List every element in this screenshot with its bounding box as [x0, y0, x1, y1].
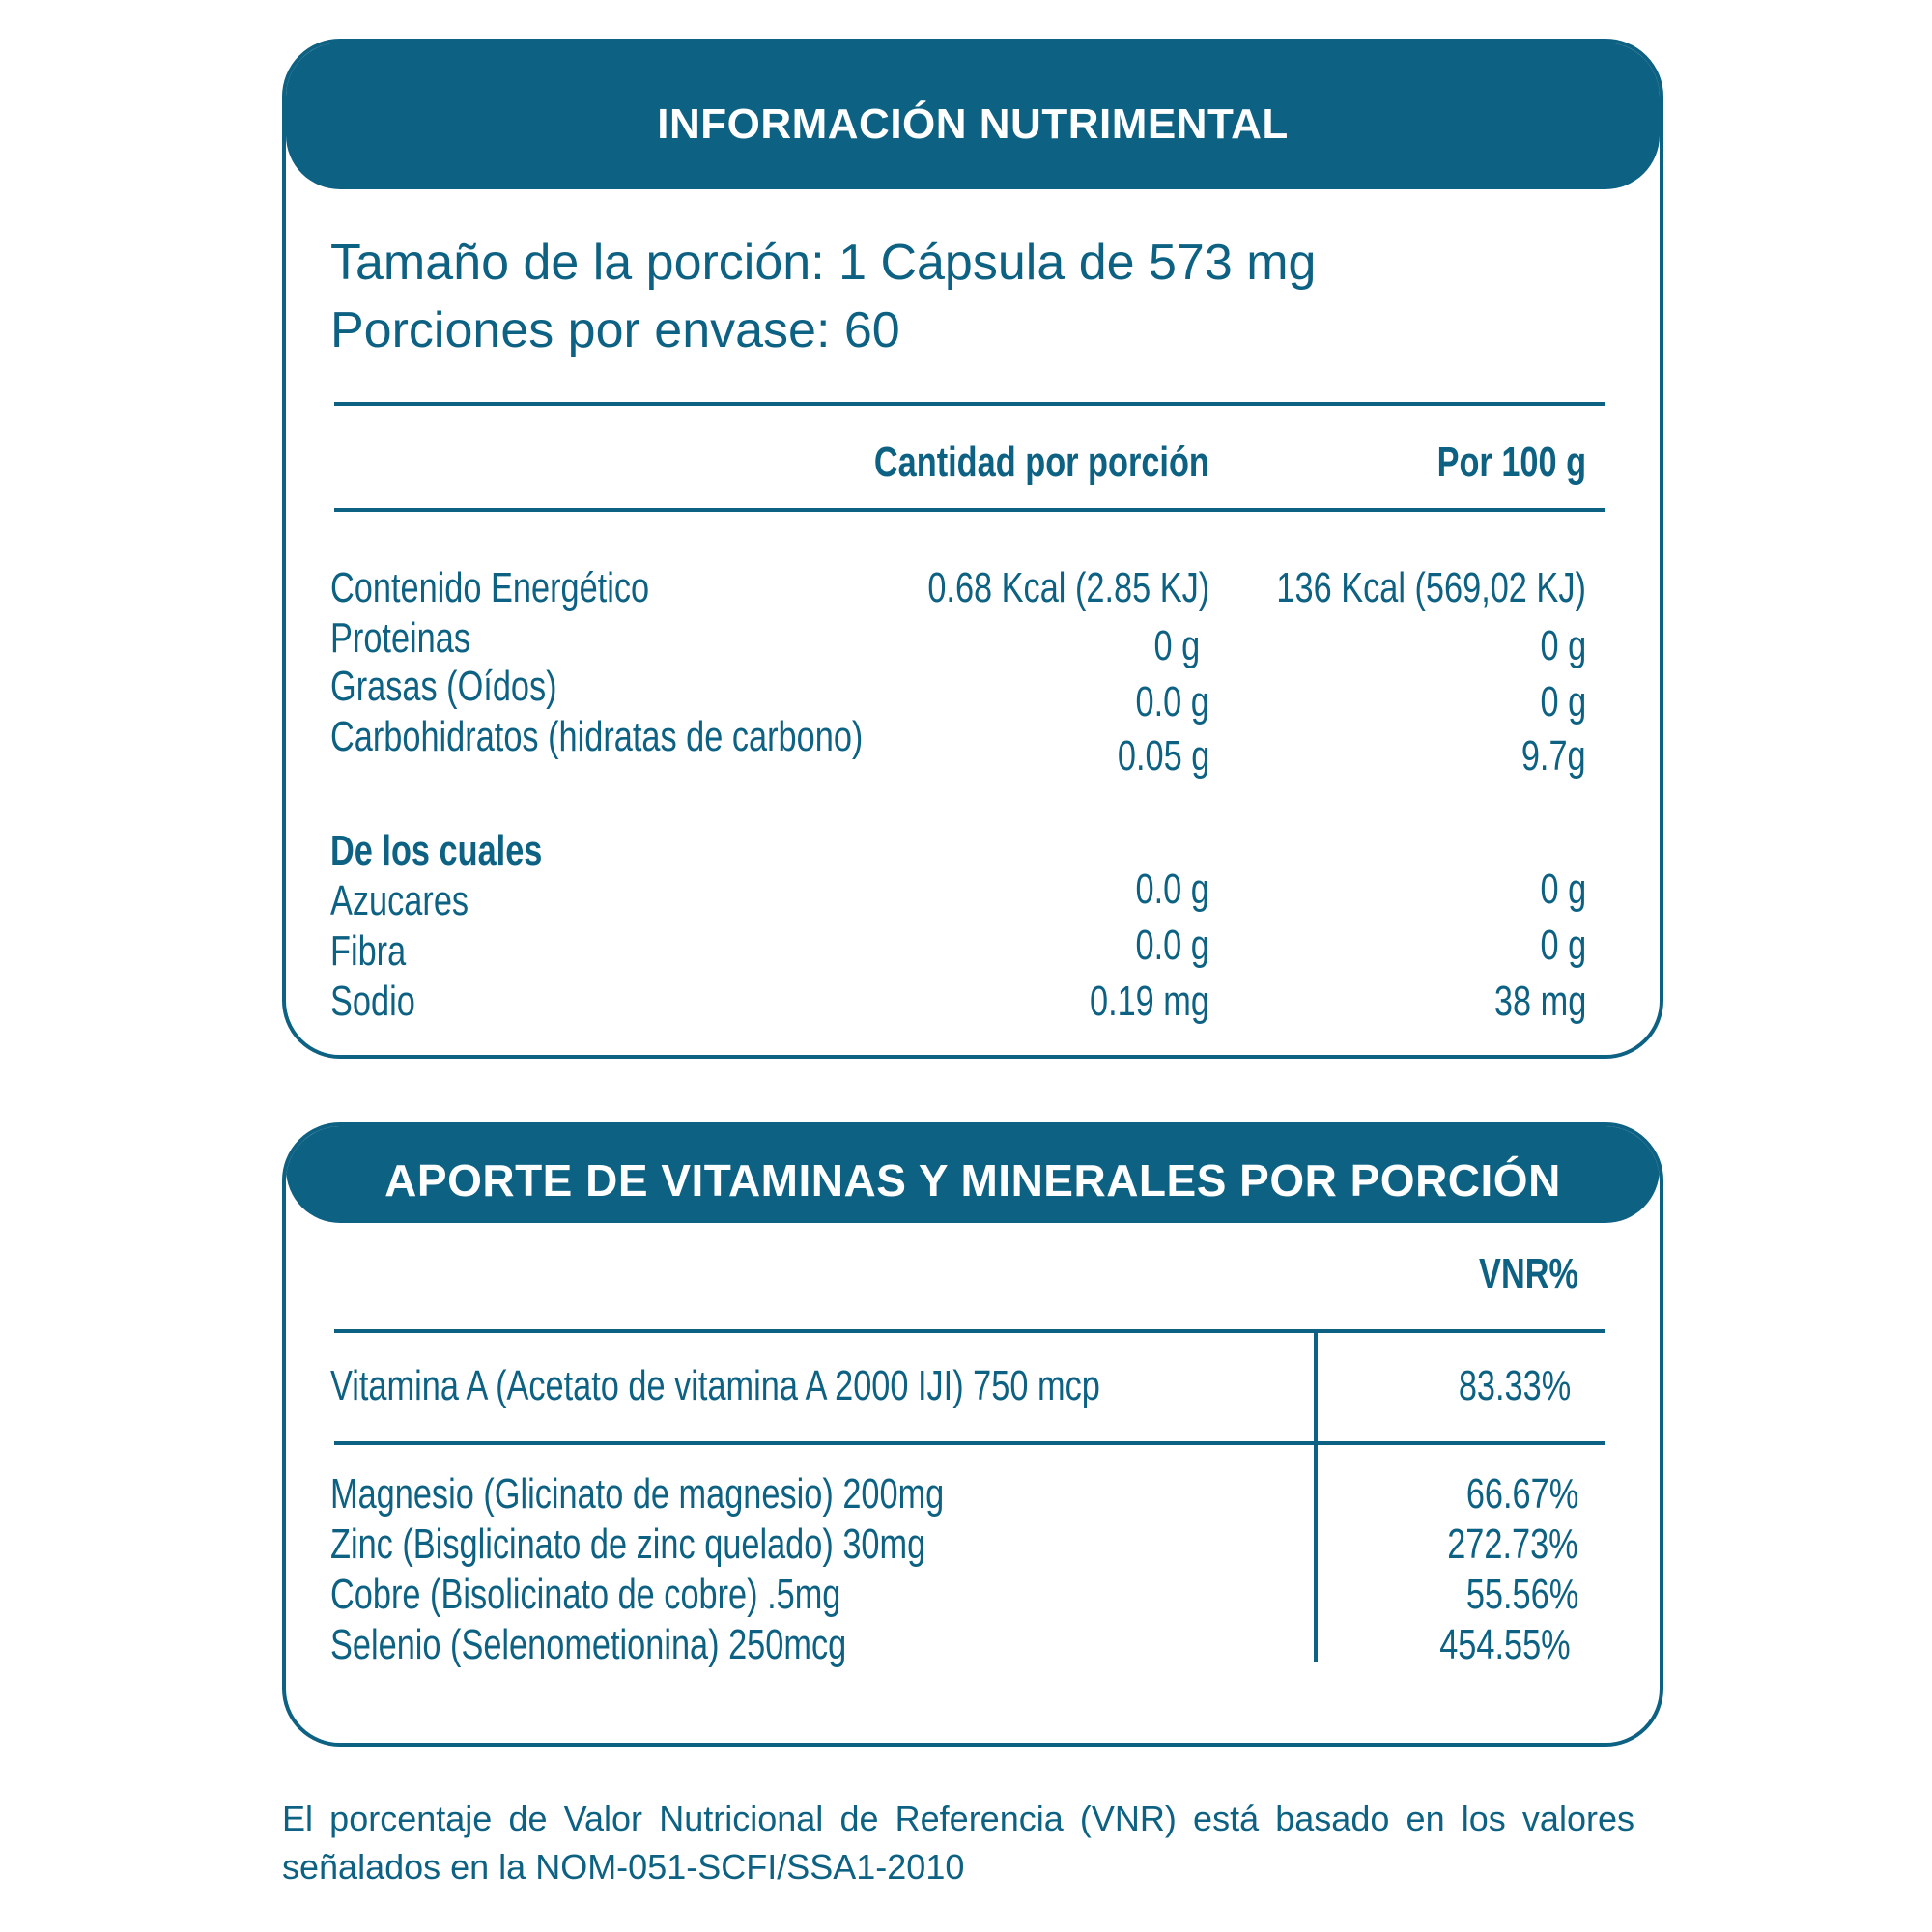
nutrient-per-100g: 136 Kcal (569,02 KJ)	[1276, 564, 1586, 611]
nutrient-label: Sodio	[330, 978, 415, 1025]
mineral-vnr: 454.55%	[1439, 1621, 1571, 1668]
mineral-label: Selenio (Selenometionina) 250mcg	[330, 1621, 847, 1668]
subheading: De los cuales	[330, 827, 543, 874]
mineral-vnr: 55.56%	[1465, 1571, 1578, 1618]
divider	[334, 1441, 1605, 1445]
nutrient-per-100g: 0 g	[1540, 922, 1586, 969]
nutrient-per-serving: 0.0 g	[1135, 866, 1209, 913]
col-header-vnr: VNR%	[1479, 1250, 1578, 1297]
footnote: El porcentaje de Valor Nutricional de Referencia (VNR) está basado en los valores señalados en la NOM-051-SCFI/SSA1-2010	[282, 1799, 1634, 1887]
vitamin-label: Vitamina A (Acetato de vitamina A 2000 IJI) 750 mcp	[330, 1362, 1100, 1409]
nutrient-per-serving: 0 g	[1153, 622, 1200, 669]
col-header-per-serving: Cantidad por porción	[873, 439, 1209, 486]
nutrient-label: Azucares	[330, 877, 469, 924]
serving-size: Tamaño de la porción: 1 Cápsula de 573 mg	[330, 235, 1317, 291]
vitamins-panel	[282, 1122, 1663, 1747]
nutrient-per-100g: 9.7g	[1521, 732, 1586, 780]
mineral-label: Cobre (Bisolicinato de cobre) .5mg	[330, 1571, 841, 1618]
divider	[334, 508, 1605, 512]
servings-per-container: Porciones por envase: 60	[330, 302, 900, 358]
divider	[334, 1329, 1605, 1333]
divider	[334, 402, 1605, 406]
nutrient-per-serving: 0.0 g	[1135, 678, 1209, 725]
nutrient-per-100g: 0 g	[1540, 622, 1586, 669]
column-divider	[1314, 1329, 1318, 1662]
nutrient-label: Fibra	[330, 927, 407, 975]
mineral-label: Magnesio (Glicinato de magnesio) 200mg	[330, 1470, 945, 1518]
nutrient-per-serving: 0.05 g	[1117, 732, 1209, 780]
nutrient-per-serving: 0.0 g	[1135, 922, 1209, 969]
nutrient-per-100g: 38 mg	[1493, 978, 1586, 1025]
nutrient-per-100g: 0 g	[1540, 866, 1586, 913]
nutrient-per-serving: 0.19 mg	[1089, 978, 1209, 1025]
mineral-vnr: 66.67%	[1465, 1470, 1578, 1518]
nutrition-panel	[282, 39, 1663, 1059]
nutrient-per-100g: 0 g	[1540, 678, 1586, 725]
nutrient-label: Contenido Energético	[330, 564, 650, 611]
nutrient-label: Proteinas	[330, 614, 470, 662]
nutrition-title: INFORMACIÓN NUTRIMENTAL	[286, 43, 1660, 189]
nutrient-label: Carbohidratos (hidratas de carbono)	[330, 713, 864, 760]
nutrient-per-serving: 0.68 Kcal (2.85 KJ)	[927, 564, 1209, 611]
vitamin-vnr: 83.33%	[1458, 1362, 1571, 1409]
col-header-per-100g: Por 100 g	[1436, 439, 1586, 486]
vitamins-title: APORTE DE VITAMINAS Y MINERALES POR PORCIÓN	[286, 1126, 1660, 1223]
nutrient-label: Grasas (Oídos)	[330, 663, 557, 710]
mineral-vnr: 272.73%	[1447, 1520, 1578, 1568]
mineral-label: Zinc (Bisglicinato de zinc quelado) 30mg	[330, 1520, 926, 1568]
